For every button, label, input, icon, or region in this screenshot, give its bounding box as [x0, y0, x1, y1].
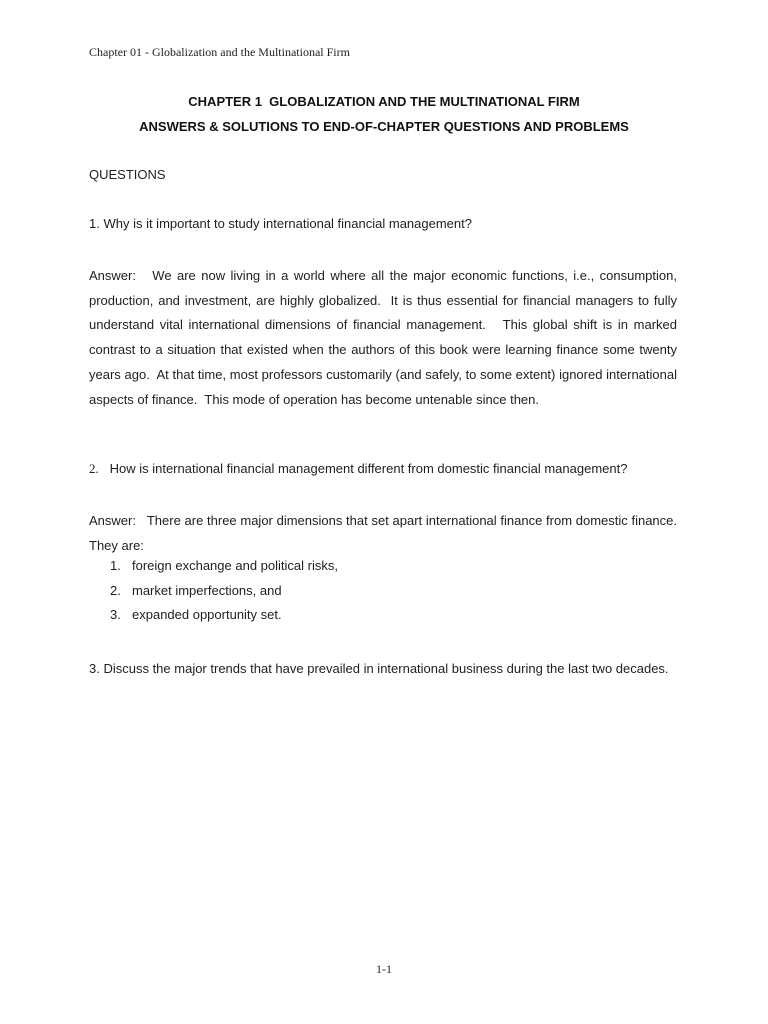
list-item — [110, 607, 338, 632]
chapter-subtitle: ANSWERS & SOLUTIONS TO END-OF-CHAPTER QUESTIONS AND PROBLEMS — [139, 119, 629, 134]
question-3: 3. Discuss the major trends that have prevailed in international business during the last two decades. — [89, 661, 669, 676]
question-2-number: 2. — [89, 461, 99, 476]
answer-1: Answer: We are now living in a world where all the major economic functions, i.e., consumption, production, and investment, are highly globalized. It is thus essential for financial managers to fully understand vital international dimensions of financial management. This global shift is in marked contrast to a situation that existed when the authors of this book were learning finance some twenty years ago. At that time, most professors customarily (and safely, to some extent) ignored international aspects of finance. This mode of operation has become untenable since then. — [89, 268, 681, 407]
answer-2: Answer: There are three major dimensions that set apart international finance from domestic finance. They are: — [89, 513, 681, 553]
list-item-text: market imperfections, and — [132, 582, 282, 598]
question-1: 1. Why is it important to study international financial management? — [89, 216, 472, 231]
list-item-text: expanded opportunity set. — [132, 607, 282, 622]
running-header: Chapter 01 - Globalization and the Multinational Firm — [89, 45, 350, 59]
list-item — [110, 558, 338, 583]
list-item-number: 2. — [110, 582, 121, 598]
question-2-text: How is international financial management different from domestic financial management? — [109, 461, 628, 476]
section-label: QUESTIONS — [89, 167, 166, 182]
list-item-number: 1. — [110, 558, 121, 573]
question-2 — [89, 461, 677, 477]
dimensions-list — [110, 558, 338, 632]
list-item — [110, 583, 338, 608]
list-item-number: 3. — [110, 607, 121, 622]
page-number: 1-1 — [376, 962, 392, 976]
list-item-text: foreign exchange and political risks, — [132, 558, 338, 573]
chapter-title: CHAPTER 1 GLOBALIZATION AND THE MULTINATIONAL FIRM — [188, 94, 580, 109]
